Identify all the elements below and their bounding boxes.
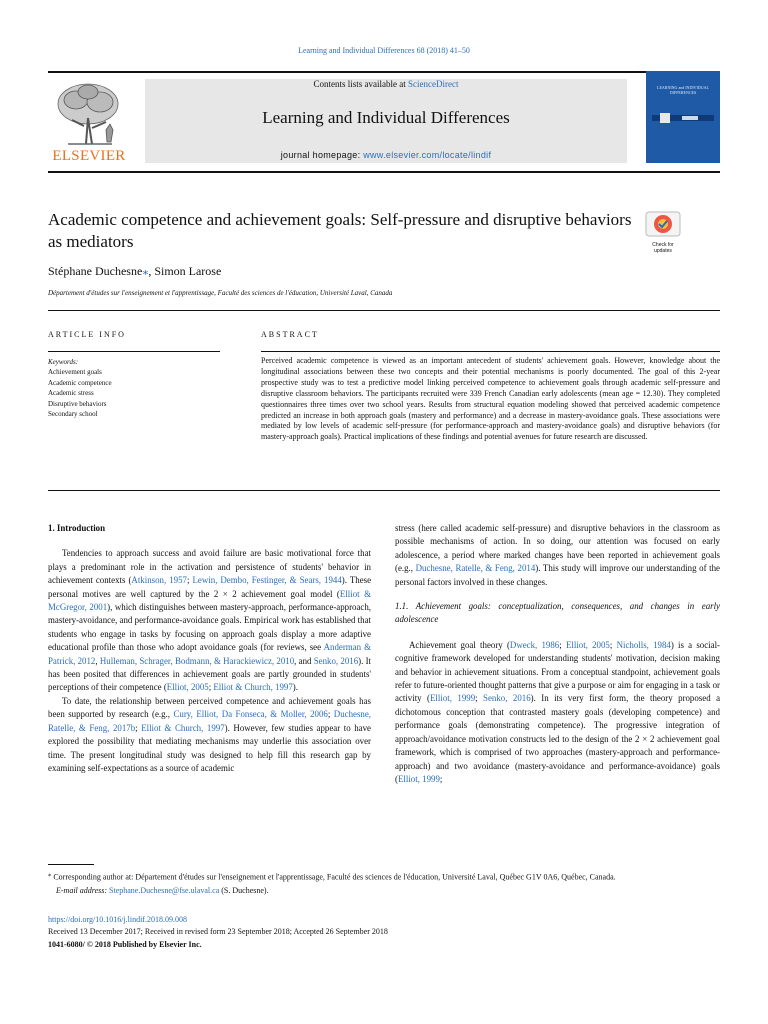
citation-link[interactable]: Duchesne, Ratelle, & Feng, 2017b <box>48 709 371 733</box>
cover-strip-graphic <box>652 111 714 125</box>
keyword-item: Academic competence <box>48 378 112 387</box>
citation-link[interactable]: Senko, 2016 <box>483 693 531 704</box>
keyword-item: Secondary school <box>48 410 98 419</box>
citation-link[interactable]: Elliot & McGregor, 2001 <box>48 588 371 613</box>
contents-line <box>145 79 627 89</box>
body-paragraph-continued: stress (here called academic self-pressure) and disruptive behaviors in the classroom as possible mechanisms of action. In so doing, our attention was focused on early adolescence, a period where marked changes have been reported in achievement goals (e.g., Duchesne, Ratelle, & Feng, 2014). This study will improve our understanding of the personal factors involved in these changes. <box>395 523 720 587</box>
citation-link[interactable]: Duchesne, Ratelle, & Feng, 2014 <box>415 563 536 574</box>
abstract-subrule <box>261 351 720 352</box>
homepage-link[interactable]: www.elsevier.com/locate/lindif <box>363 150 492 160</box>
doi-link[interactable]: https://doi.org/10.1016/j.lindif.2018.09.008 <box>48 915 187 924</box>
email-suffix: (S. Duchesne). <box>219 885 269 895</box>
citation-link[interactable]: Elliot & Church, 1997 <box>141 722 225 733</box>
abstract-text: Perceived academic competence is viewed as an important antecedent of students' achievement goals. However, knowledge about the longitudinal associations between these two concepts and their potential mechanisms is poorly documented. The goal of this 2-year prospective study was to test a predictive model linking perceived competence to achievement goals through academic self-pressure and disruptive classroom behaviors. The participants recruited were 339 French Canadian early adolescents (mean age = 12.30). They completed questionnaires three times over two school years. Results from structural equation modeling showed that perceived academic competence predicted an increase in both approach goals (mastery and performance) and a decrease in mastery-avoidance goals. These associations were mediated by low levels of academic self-pressure (for performance-approach and mastery-avoidance goals) and disruptive behaviors (for mastery-approach goals). Practical implications of these findings and potential avenues for future research are discussed. <box>261 356 720 442</box>
body-paragraph: To date, the relationship between perceived competence and achievement goals has been supported by research (e.g., Cury, Elliot, Da Fonseca, & Moller, 2006; Duchesne, Ratelle, & Feng, 2017b; Elliot & Church, 1997). However, few studies appear to have explored the possibility that mediating mechanisms may underlie this association over time. The present longitudinal study was designed to help fill this research gap by examining self-expectations as a source of academic <box>48 695 371 773</box>
crossmark-label: Check for updates <box>652 242 674 254</box>
citation-link[interactable]: Nicholls, 1984 <box>616 639 671 650</box>
author-list <box>48 264 221 279</box>
crossmark-icon <box>645 211 681 237</box>
citation-link[interactable]: Cury, Elliot, Da Fonseca, & Moller, 2006 <box>173 709 328 720</box>
body-column-right <box>395 522 720 786</box>
journal-title: Learning and Individual Differences <box>262 108 510 127</box>
citation-link[interactable]: Elliot, 2005 <box>565 639 610 650</box>
masthead-bottom-rule <box>48 171 720 173</box>
footnote-text: Corresponding author at: Département d'études sur l'enseignement et l'apprentissage, Faculté des sciences de l'éducation, Université Laval, Québec G1V 0A6, Québec, Canada. <box>51 872 616 882</box>
affiliation: Département d'études sur l'enseignement et l'apprentissage, Faculté des sciences de l'éducation, Université Laval, Canada <box>48 289 393 297</box>
cover-title: LEARNING and INDIVIDUAL DIFFERENCES <box>657 85 709 95</box>
citation-link[interactable]: Lewin, Dembo, Festinger, & Sears, 1944 <box>192 575 342 586</box>
article-info-rule <box>48 310 720 311</box>
masthead-top-rule <box>48 71 720 73</box>
abstract-bottom-rule <box>48 490 720 491</box>
keyword-item: Disruptive behaviors <box>48 399 107 408</box>
keyword-item: Achievement goals <box>48 368 102 377</box>
subsection-heading: 1.1. Achievement goals: conceptualization, consequences, and changes in early adolescence <box>395 601 720 625</box>
crossmark-button[interactable] <box>645 211 681 254</box>
citation-link[interactable]: Senko, 2016 <box>313 655 359 666</box>
citation-link[interactable]: Elliot, 2005 <box>166 682 209 693</box>
citation-link[interactable]: Dweck, 1986 <box>509 639 560 650</box>
author-name: Stéphane Duchesne <box>48 264 143 278</box>
contents-prefix: Contents lists available at <box>313 79 408 89</box>
citation-link[interactable]: Anderman & Patrick, 2012 <box>48 642 371 666</box>
citation-link[interactable]: Elliot & Church, 1997 <box>213 682 293 693</box>
citation-link[interactable]: Elliot, 1999 <box>397 773 440 784</box>
body-paragraph: Tendencies to approach success and avoid failure are basic motivational force that plays a predominant role in the activation and persistence of students' behavior in achievement contexts (Atkinson, 1957; Lewin, Dembo, Festinger, & Sears, 1944). These personal motives are well captured by the 2 × 2 achievement goal model (Elliot & McGregor, 2001), which distinguishes between mastery-approach, performance-approach, mastery-avoidance, and performance-avoidance goals. Empirical work has established that students who engage in tasks by focusing on approach goals display a more adaptive educational profile than those who adopt avoidance goals (for reviews, see Anderman & Patrick, 2012, Hulleman, Schrager, Bodmann, & Harackiewicz, 2010, and Senko, 2016). It has been posited that differences in achievement goals are partly grounded in students' perceptions of their competence (Elliot, 2005; Elliot & Church, 1997). <box>48 548 372 693</box>
citation-link[interactable]: Hulleman, Schrager, Bodmann, & Harackiewicz, 2010 <box>99 655 295 666</box>
keywords-list <box>48 357 220 419</box>
footnote-rule <box>48 864 94 865</box>
corresponding-footnote <box>48 868 720 897</box>
body-column-left <box>48 522 371 775</box>
abstract-heading: ABSTRACT <box>261 330 319 339</box>
article-info-subrule <box>48 351 220 352</box>
homepage-prefix: journal homepage: <box>280 150 364 160</box>
keyword-item: Academic stress <box>48 389 94 398</box>
received-dates: Received 13 December 2017; Received in revised form 23 September 2018; Accepted 26 September 2018 <box>48 927 388 936</box>
citation-link[interactable]: Atkinson, 1957 <box>131 575 187 586</box>
article-info-heading: ARTICLE INFO <box>48 330 126 339</box>
publisher-wordmark: ELSEVIER <box>52 148 126 164</box>
copyright-line: 1041-6080/ © 2018 Published by Elsevier Inc. <box>48 940 202 949</box>
sciencedirect-link[interactable]: ScienceDirect <box>408 79 459 89</box>
journal-cover-image <box>646 71 720 163</box>
journal-citation[interactable]: Learning and Individual Differences 68 (2018) 41–50 <box>298 46 470 55</box>
corresponding-author-mark[interactable]: ⁎ <box>142 264 149 278</box>
section-heading: 1. Introduction <box>48 523 106 533</box>
body-paragraph: Achievement goal theory (Dweck, 1986; Elliot, 2005; Nicholls, 1984) is a social-cognitive framework developed for understanding students' motivation, decision making and behavior in achievement situations. From a conceptual standpoint, achievement goals refer to future-oriented thought patterns that give a purpose or aim for engaging in a task or activity (Elliot, 1999; Senko, 2016). In its very first form, the theory proposed a dichotomous conception that contrasted mastery goals (developing competence) and performance goals (demonstrating competence). The progressive integration of approach/avoidance motivation constructs led to the design of the 2 × 2 achievement goal framework, which is comprised of two approaches (mastery-approach and performance-approach) and two avoidance (mastery-avoidance and performance-avoidance) goals (Elliot, 1999; <box>395 639 721 784</box>
email-label: E-mail address: <box>56 885 108 895</box>
keywords-label: Keywords: <box>48 358 79 366</box>
email-link[interactable]: Stephane.Duchesne@fse.ulaval.ca <box>109 885 220 895</box>
article-title: Academic competence and achievement goals: Self-pressure and disruptive behaviors as mediators <box>48 210 632 251</box>
footnote-mark: ⁎ <box>48 871 52 878</box>
homepage-line <box>145 150 627 160</box>
citation-link[interactable]: Elliot, 1999 <box>430 693 476 704</box>
author-name: , Simon Larose <box>148 264 222 278</box>
